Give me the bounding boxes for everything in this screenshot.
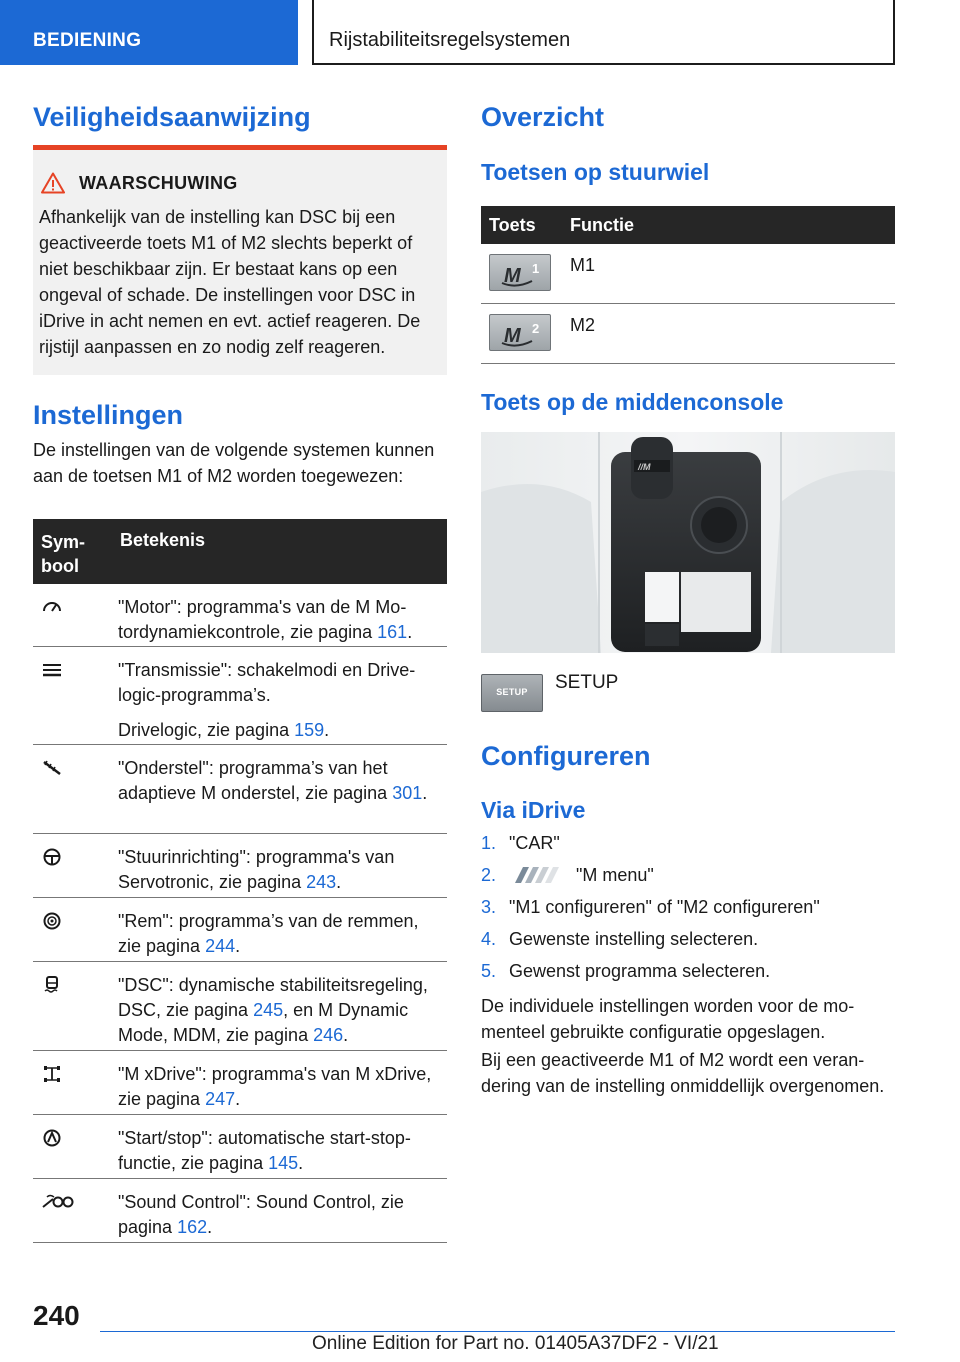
idrive-title: Via iDrive <box>481 797 586 823</box>
row-text: "Onderstel": programma’s van het adaptieve M onderstel, zie pagina 301. <box>118 758 428 803</box>
svg-text:2: 2 <box>532 321 540 336</box>
table-row <box>33 1051 447 1115</box>
list-item <box>481 929 901 961</box>
step-text-wrap <box>509 865 654 886</box>
table-row <box>33 898 447 962</box>
step-text: "M1 configureren" of "M2 configureren" <box>509 897 820 917</box>
svg-text:1: 1 <box>532 261 540 276</box>
footer-divider <box>100 1331 895 1332</box>
sound-control-icon <box>41 1193 75 1211</box>
steps-list <box>481 833 901 993</box>
chapter-label: Rijstabiliteitsregelsystemen <box>329 29 571 51</box>
page-link[interactable]: 162 <box>177 1217 208 1237</box>
step-number: 3. <box>481 897 497 917</box>
edition-footer: Online Edition for Part no. 01405A37DF2 - VI/21 <box>312 1333 719 1354</box>
step-number: 5. <box>481 961 497 981</box>
warning-box <box>33 145 447 375</box>
page-link[interactable]: 161 <box>377 622 408 642</box>
function-label: M1 <box>570 255 596 275</box>
settings-intro: De instellingen van de volgende systemen kunnen aan de toetsen M1 of M2 worden toegewezen: <box>33 440 435 486</box>
activation-paragraph: Bij een geactiveerde M1 of M2 wordt een verandering van de instelling onmiddellijk overgenomen. <box>481 1050 885 1096</box>
list-item <box>481 961 901 993</box>
step-text: Gewenst programma selecteren. <box>509 961 771 981</box>
col-symbol-header: Symbool <box>41 532 86 576</box>
page-link[interactable]: 159 <box>294 720 325 740</box>
suspension-icon <box>41 759 63 777</box>
steering-icon <box>41 848 63 866</box>
setup-label: SETUP <box>555 672 619 693</box>
svg-text://M: //M <box>638 462 651 472</box>
section-tab <box>0 0 298 65</box>
console-title: Toets op de middenconsole <box>481 389 784 415</box>
page-link[interactable]: 245 <box>253 1000 284 1020</box>
center-console-photo <box>481 432 895 653</box>
list-item <box>481 833 901 865</box>
wheel-title: Toetsen op stuurwiel <box>481 159 710 185</box>
page-link[interactable]: 244 <box>205 936 236 956</box>
row-text: "Start/stop": automatische start-stop-functie, zie pagina 145. <box>118 1128 411 1173</box>
step-number: 2. <box>481 865 497 885</box>
chapter-tab <box>312 0 895 65</box>
engine-icon <box>41 598 63 616</box>
section-label: BEDIENING <box>33 30 142 51</box>
col-meaning-header: Betekenis <box>120 530 206 550</box>
setup-button-icon <box>481 674 543 712</box>
table-row <box>33 962 447 1051</box>
table-row <box>33 745 447 834</box>
table-row <box>33 584 447 647</box>
table-row <box>33 647 447 745</box>
storage-paragraph: De individuele instellingen worden voor de momenteel gebruikte configuratie opgeslagen. <box>481 996 855 1042</box>
row-text: "Sound Control": Sound Control, zie pagina 162. <box>118 1192 404 1237</box>
svg-text:M: M <box>504 265 521 287</box>
step-text: "CAR" <box>509 833 560 853</box>
table-row <box>33 1179 447 1243</box>
safety-title: Veiligheidsaanwijzing <box>33 102 311 132</box>
transmission-icon <box>41 661 63 679</box>
table-row <box>33 1115 447 1179</box>
wheel-table-header <box>481 206 895 244</box>
step-text: "M menu" <box>576 865 654 885</box>
col-key-header: Toets <box>489 215 536 235</box>
settings-table <box>33 519 447 1243</box>
configure-title: Configureren <box>481 741 651 771</box>
step-number: 1. <box>481 833 497 853</box>
row-text: "Rem": programma’s van de remmen, zie pagina 244. <box>118 911 419 956</box>
page-link[interactable]: 243 <box>306 872 337 892</box>
xdrive-icon <box>41 1065 63 1083</box>
wheel-table <box>481 206 895 364</box>
dsc-icon <box>41 976 63 994</box>
col-function-header: Functie <box>570 215 635 235</box>
page-link[interactable]: 301 <box>392 783 423 803</box>
page-link[interactable]: 247 <box>205 1089 236 1109</box>
page-number: 240 <box>33 1300 80 1331</box>
brake-icon <box>41 912 63 930</box>
settings-table-header <box>33 519 447 584</box>
m-stripes-icon <box>509 867 564 883</box>
warning-text: Afhankelijk van de instelling kan DSC bij een geactiveerde toets M1 of M2 slechts beperkt of niet beschikbaar zijn. Er bestaat kans op een ongeval of schade. De instellingen voor DSC in iDrive in acht nemen en evt. actief reageren. De rijstijl aanpassen en zo nodig zelf reageren. <box>39 207 421 357</box>
step-text: Gewenste instelling selecteren. <box>509 929 759 949</box>
row-text: "M xDrive": programma's van M xDrive, zie pagina 247. <box>118 1064 432 1109</box>
m1-button-icon <box>489 254 551 291</box>
warning-triangle-icon <box>41 172 65 194</box>
table-row <box>33 834 447 898</box>
list-item <box>481 865 901 897</box>
step-number: 4. <box>481 929 497 949</box>
row-text: "Transmissie": schakelmodi en Drivelogic-programma’s. Drivelogic, zie pagina 159. <box>118 660 416 740</box>
row-text: "DSC": dynamische stabiliteitsregeling, DSC, zie pagina 245, en M Dynamic Mode, MDM, zie pagina 246. <box>118 975 428 1045</box>
settings-title: Instellingen <box>33 400 184 430</box>
table-row <box>481 304 895 364</box>
svg-text:M: M <box>504 325 521 347</box>
row-text: "Stuurinrichting": programma's van Servotronic, zie pagina 243. <box>118 847 395 892</box>
page-link[interactable]: 145 <box>268 1153 299 1173</box>
warning-label: WAARSCHUWING <box>79 172 238 193</box>
page-link[interactable]: 246 <box>313 1025 344 1045</box>
start-stop-icon <box>41 1129 63 1147</box>
setup-button-text: SETUP <box>496 687 528 697</box>
list-item <box>481 897 901 929</box>
table-row <box>481 244 895 304</box>
m2-button-icon <box>489 314 551 351</box>
function-label: M2 <box>570 315 596 335</box>
row-text: "Motor": programma's van de M Motordynamiekcontrole, zie pagina 161. <box>118 597 413 642</box>
overview-title: Overzicht <box>481 102 605 132</box>
